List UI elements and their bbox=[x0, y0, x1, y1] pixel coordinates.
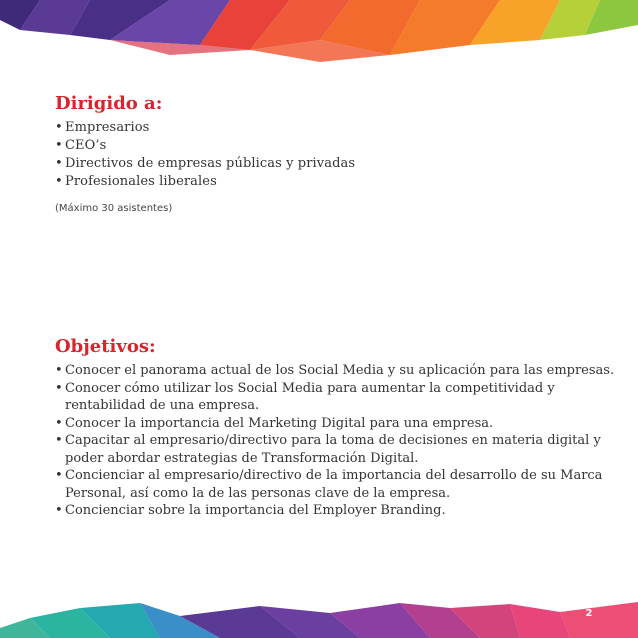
list-item: • Profesionales liberales bbox=[55, 173, 615, 191]
objectives-list bbox=[55, 362, 615, 520]
list-item: • CEO’s bbox=[55, 137, 615, 155]
audience-heading: Dirigido a: bbox=[55, 93, 163, 114]
list-item: • Concienciar al empresario/directivo de la importancia del desarrollo de su Marca Personal, así como la de las personas clave de la empresa. bbox=[55, 467, 615, 502]
top-decorative-band bbox=[0, 0, 638, 70]
list-item: • Concienciar sobre la importancia del Employer Branding. bbox=[55, 502, 615, 520]
bottom-decorative-band bbox=[0, 598, 638, 638]
list-item: • Conocer cómo utilizar los Social Media para aumentar la competitividad y rentabilidad de una empresa. bbox=[55, 380, 615, 415]
audience-section bbox=[55, 91, 615, 214]
list-item: • Conocer la importancia del Marketing Digital para una empresa. bbox=[55, 415, 615, 433]
capacity-note: (Máximo 30 asistentes) bbox=[55, 203, 173, 214]
list-item: • Empresarios bbox=[55, 119, 615, 137]
list-item: • Conocer el panorama actual de los Social Media y su aplicación para las empresas. bbox=[55, 362, 615, 380]
objectives-section bbox=[55, 334, 615, 520]
page-number: 2 bbox=[585, 608, 593, 619]
audience-list bbox=[55, 119, 615, 191]
objectives-heading: Objetivos: bbox=[55, 336, 156, 357]
list-item: • Capacitar al empresario/directivo para la toma de decisiones en materia digital y poder abordar estrategias de Transformación Digital. bbox=[55, 432, 615, 467]
list-item: • Directivos de empresas públicas y privadas bbox=[55, 155, 615, 173]
